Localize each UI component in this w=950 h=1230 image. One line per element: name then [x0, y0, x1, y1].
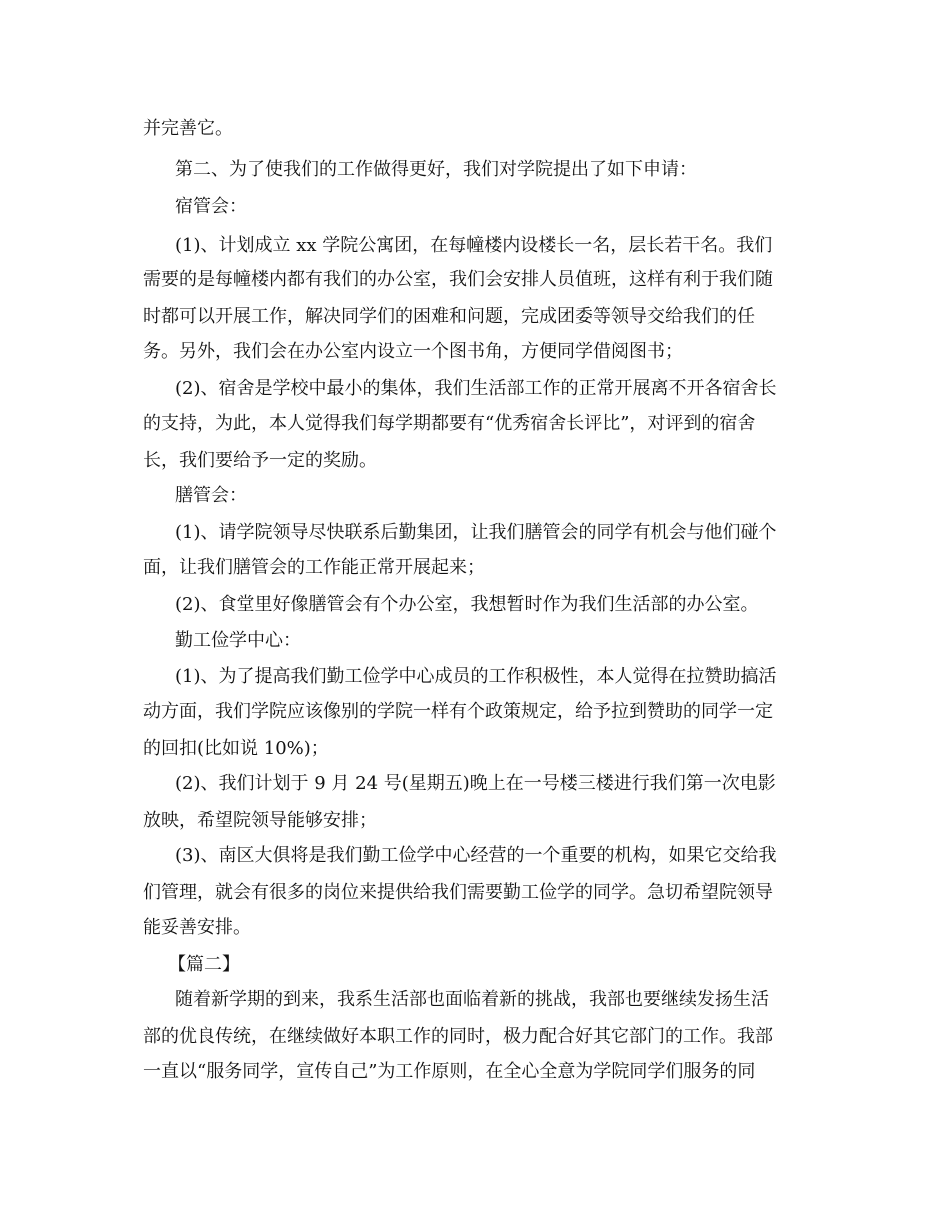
text-line: 的支持，为此，本人觉得我们每学期都要有“优秀宿舍长评比”，对评到的宿舍	[143, 413, 756, 434]
text-line: 动方面，我们学院应该像别的学院一样有个政策规定，给予拉到赞助的同学一定	[143, 701, 773, 722]
section-heading: 勤工俭学中心：	[175, 630, 301, 651]
text-line: 时都可以开展工作，解决同学们的困难和问题，完成团委等领导交给我们的任	[143, 306, 755, 327]
text-line: 长，我们要给予一定的奖励。	[143, 450, 377, 471]
text-line: 面，让我们膳管会的工作能正常开展起来；	[143, 557, 485, 578]
text-line: 并完善它。	[143, 118, 233, 139]
text-line: 能妥善安排。	[143, 917, 251, 938]
text-line: (1)、计划成立 xx 学院公寓团，在每幢楼内设楼长一名，层长若干名。我们	[175, 235, 773, 256]
chapter-heading: 【篇二】	[168, 954, 240, 975]
text-line: 放映，希望院领导能够安排；	[143, 810, 377, 831]
text-line: (2)、食堂里好像膳管会有个办公室，我想暂时作为我们生活部的办公室。	[175, 594, 759, 615]
text-line: 务。另外，我们会在办公室内设立一个图书角，方便同学借阅图书；	[143, 341, 683, 362]
text-line: (1)、为了提高我们勤工俭学中心成员的工作积极性，本人觉得在拉赞助搞活	[175, 666, 777, 687]
text-line: 第二、为了使我们的工作做得更好，我们对学院提出了如下申请：	[175, 159, 697, 180]
section-heading: 宿管会：	[175, 196, 247, 217]
text-line: 们管理，就会有很多的岗位来提供给我们需要勤工俭学的同学。急切希望院领导	[143, 882, 773, 903]
text-line: (2)、宿舍是学校中最小的集体，我们生活部工作的正常开展离不开各宿舍长	[175, 378, 777, 399]
text-line: 随着新学期的到来，我系生活部也面临着新的挑战，我部也要继续发扬生活	[175, 989, 769, 1010]
text-line: 需要的是每幢楼内都有我们的办公室，我们会安排人员值班，这样有利于我们随	[143, 269, 773, 290]
text-line: 的回扣(比如说 10%)；	[143, 738, 329, 759]
text-line: 一直以“服务同学，宣传自己”为工作原则，在全心全意为学院同学们服务的同	[143, 1061, 756, 1082]
text-line: (2)、我们计划于 9 月 24 号(星期五)晚上在一号楼三楼进行我们第一次电影	[175, 773, 776, 794]
text-line: (1)、请学院领导尽快联系后勤集团，让我们膳管会的同学有机会与他们碰个	[175, 522, 777, 543]
text-line: (3)、南区大俱将是我们勤工俭学中心经营的一个重要的机构，如果它交给我	[175, 845, 777, 866]
text-line: 部的优良传统，在继续做好本职工作的同时，极力配合好其它部门的工作。我部	[143, 1026, 773, 1047]
section-heading: 膳管会：	[175, 485, 247, 506]
